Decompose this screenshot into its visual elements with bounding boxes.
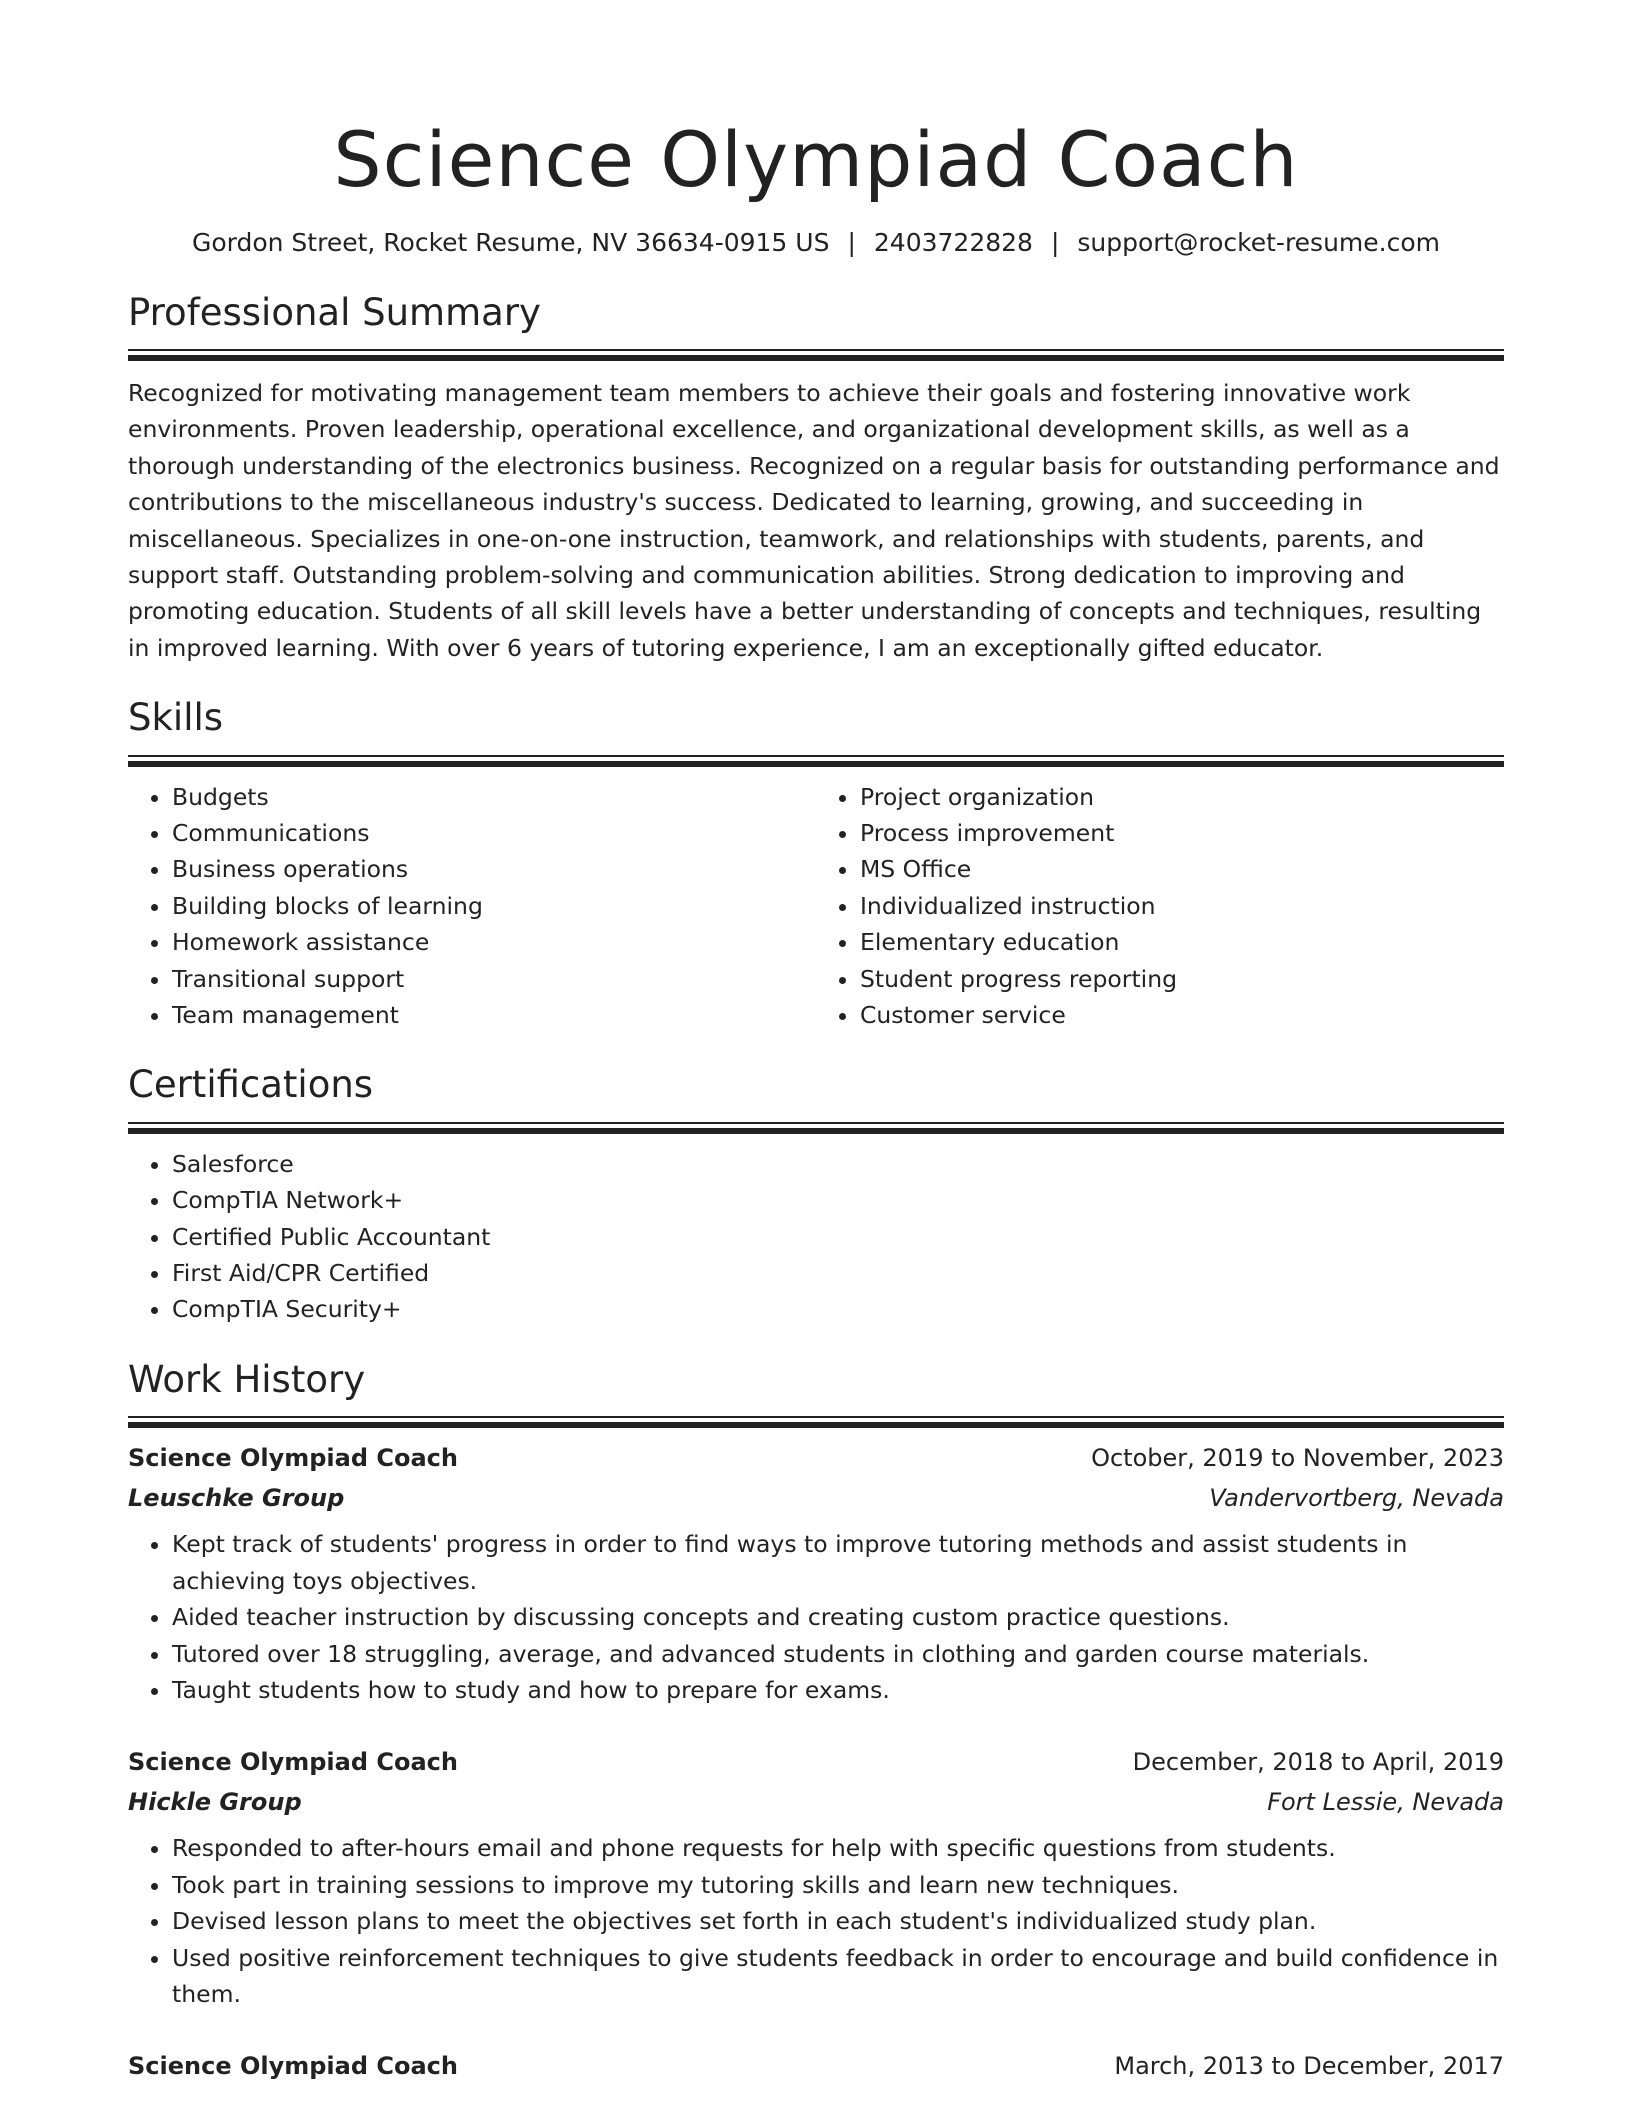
skills-grid: [128, 767, 1504, 1034]
skill-item: • Business operations: [172, 851, 816, 887]
job-dates: December, 2018 to April, 2019: [1132, 1748, 1504, 1777]
job-bullet: • Kept track of students' progress in order to find ways to improve tutoring methods and assist students in achieving toys objectives.: [172, 1526, 1504, 1599]
job-location: Vandervortberg, Nevada: [1209, 1484, 1504, 1513]
contact-line: [128, 228, 1504, 257]
job-entry: [128, 1742, 1504, 2012]
certification-item: • First Aid/CPR Certified: [172, 1255, 1504, 1291]
job-bullet: • Took part in training sessions to improve my tutoring skills and learn new techniques.: [172, 1867, 1504, 1903]
job-location: Fort Lessie, Nevada: [1267, 1788, 1504, 1817]
contact-phone: 2403722828: [873, 227, 1033, 257]
summary-section: [128, 291, 1504, 667]
skill-item: • Communications: [172, 815, 816, 851]
jobs-list: [128, 1438, 1504, 2086]
skill-item: • Process improvement: [860, 815, 1504, 851]
resume-name: Science Olympiad Coach: [333, 115, 1299, 204]
section-divider: [128, 1416, 1504, 1428]
certification-item: • Certified Public Accountant: [172, 1219, 1504, 1255]
skill-item: • Building blocks of learning: [172, 888, 816, 924]
certifications-section: [128, 1063, 1504, 1327]
section-title-certifications: Certifications: [128, 1063, 374, 1107]
skill-item: • Elementary education: [860, 924, 1504, 960]
skill-item: • Individualized instruction: [860, 888, 1504, 924]
job-company: Leuschke Group: [128, 1484, 345, 1513]
section-title-skills: Skills: [128, 696, 224, 740]
job-header-row: [128, 1742, 1504, 1782]
job-entry: [128, 1438, 1504, 1708]
skill-item: • Student progress reporting: [860, 961, 1504, 997]
skills-list-right: [816, 779, 1504, 1034]
section-divider: [128, 349, 1504, 361]
job-title: Science Olympiad Coach: [128, 1748, 458, 1777]
job-bullet: • Tutored over 18 struggling, average, and advanced students in clothing and garden course materials.: [172, 1636, 1504, 1672]
skill-item: • Team management: [172, 997, 816, 1033]
certification-item: • Salesforce: [172, 1146, 1504, 1182]
job-title: Science Olympiad Coach: [128, 2052, 458, 2081]
skill-item: • Project organization: [860, 779, 1504, 815]
skills-list-left: [128, 779, 816, 1034]
job-header-row: [128, 2046, 1504, 2086]
job-bullet: • Responded to after-hours email and phone requests for help with specific questions from students.: [172, 1830, 1504, 1866]
job-bullets: [128, 1526, 1504, 1708]
skill-item: • Budgets: [172, 779, 816, 815]
section-title-summary: Professional Summary: [128, 290, 541, 334]
skill-item: • MS Office: [860, 851, 1504, 887]
skill-item: • Homework assistance: [172, 924, 816, 960]
work-history-section: [128, 1358, 1504, 2086]
section-divider: [128, 1122, 1504, 1134]
job-entry: [128, 2046, 1504, 2086]
certification-item: • CompTIA Network+: [172, 1182, 1504, 1218]
contact-email: support@rocket-resume.com: [1077, 227, 1441, 257]
job-company: Hickle Group: [128, 1788, 302, 1817]
job-company-row: [128, 1782, 1504, 1822]
job-header-row: [128, 1438, 1504, 1478]
job-title: Science Olympiad Coach: [128, 1444, 458, 1473]
job-bullet: • Taught students how to study and how to prepare for exams.: [172, 1672, 1504, 1708]
contact-separator: |: [847, 227, 856, 257]
skill-item: • Transitional support: [172, 961, 816, 997]
certification-item: • CompTIA Security+: [172, 1291, 1504, 1327]
skills-section: [128, 696, 1504, 1033]
job-bullets: [128, 1830, 1504, 2012]
section-title-work-history: Work History: [128, 1357, 366, 1401]
job-dates: October, 2019 to November, 2023: [1091, 1444, 1504, 1473]
job-bullet: • Used positive reinforcement techniques to give students feedback in order to encourage and build confidence in them.: [172, 1940, 1504, 2013]
section-divider: [128, 755, 1504, 767]
job-bullet: • Aided teacher instruction by discussing concepts and creating custom practice questions.: [172, 1599, 1504, 1635]
contact-separator: |: [1050, 227, 1060, 257]
job-company-row: [128, 1478, 1504, 1518]
skill-item: • Customer service: [860, 997, 1504, 1033]
contact-address: Gordon Street, Rocket Resume, NV 36634-0915 US: [191, 227, 830, 257]
certifications-list: [128, 1146, 1504, 1328]
job-bullet: • Devised lesson plans to meet the objectives set forth in each student's individualized study plan.: [172, 1903, 1504, 1939]
summary-text: Recognized for motivating management team members to achieve their goals and fostering innovative work environments. Proven leadership, operational excellence, and organizational development skills, as well as a thorough understanding of the electronics business. Recognized on a regular basis for outstanding performance and contributions to the miscellaneous industry's success. Dedicated to learning, growing, and succeeding in miscellaneous. Specializes in one-on-one instruction, teamwork, and relationships with students, parents, and support staff. Outstanding problem-solving and communication abilities. Strong dedication to improving and promoting education. Students of all skill levels have a better understanding of concepts and techniques, resulting in improved learning. With over 6 years of tutoring experience, I am an exceptionally gifted educator.: [128, 378, 1500, 662]
job-dates: March, 2013 to December, 2017: [1114, 2052, 1504, 2081]
